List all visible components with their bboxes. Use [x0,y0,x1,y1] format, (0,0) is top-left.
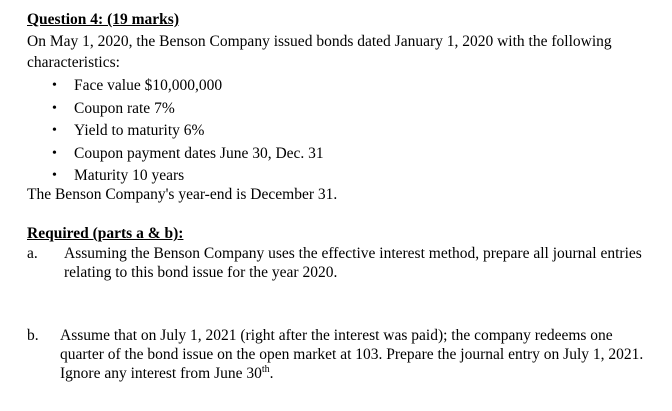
characteristic-coupon-rate: Coupon rate 7% [74,99,175,117]
part-b-superscript: th [261,363,270,375]
characteristic-payment-dates: Coupon payment dates June 30, Dec. 31 [74,144,324,162]
part-b-letter: b. [27,327,39,344]
part-b-text [60,326,660,383]
list-item [52,75,324,98]
bullet-icon: • [52,168,57,183]
characteristic-face-value: Face value $10,000,000 [74,77,223,94]
required-heading: Required (parts a & b): [27,225,184,242]
bullet-icon: • [52,100,57,116]
question-intro: On May 1, 2020, the Benson Company issued bonds dated January 1, 2020 with the following characteristics: [27,33,612,71]
bullet-icon: • [52,123,57,138]
characteristic-yield: Yield to maturity 6% [74,122,205,139]
characteristic-maturity: Maturity 10 years [74,167,185,184]
part-b-text-main: Assume that on July 1, 2021 (right after the interest was paid); the company redeems one quarter of the bond issue on the open market at 103. Prepare the journal entry on July 1, 2021. Ignore any interest from June 30 [60,327,644,382]
list-item [52,98,324,121]
part-b-text-end: . [269,365,274,382]
part-a-text: Assuming the Benson Company uses the effective interest method, prepare all journal entries relating to this bond issue for the year 2020. [64,245,642,281]
characteristics-list [52,75,324,188]
year-end-statement: The Benson Company's year-end is December 31. [27,186,338,203]
question-title: Question 4: (19 marks) [27,11,179,28]
list-item [52,120,324,143]
part-a-letter: a. [27,245,38,262]
bullet-icon: • [52,145,57,161]
bullet-icon: • [52,78,57,93]
list-item [52,165,324,188]
list-item [52,143,324,166]
